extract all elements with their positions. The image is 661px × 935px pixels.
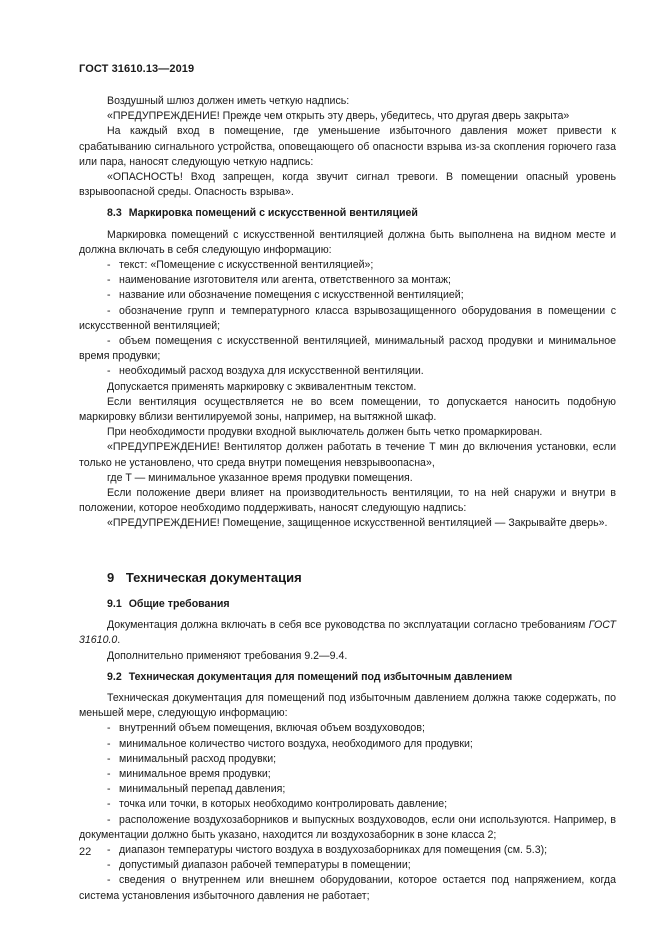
list-item-text: минимальное время продувки; [119,767,271,780]
subsection-title: Общие требования [128,597,230,610]
subsection-number: 8.3 [107,207,122,220]
list-item [79,767,616,782]
subsection-heading-9-1 [79,597,616,612]
dash-bullet: - [107,335,111,348]
list-item [79,334,616,364]
list-item-text: минимальный расход продувки; [119,752,277,765]
list-item-text: сведения о внутреннем или внешнем оборудовании, которое остается под напряжением, когда система установления избыточного давления не работает; [79,874,616,902]
paragraph [79,618,616,648]
dash-bullet: - [107,289,111,302]
list-item [79,752,616,767]
danger-text: «ОПАСНОСТЬ! Вход запрещен, когда звучит сигнал тревоги. В помещении опасный уровень взрывоопасной среды. Опасность взрыва». [79,171,616,199]
list-item [79,782,616,797]
paragraph: Воздушный шлюз должен иметь четкую надпись: [107,95,350,107]
paragraph: Техническая документация для помещений под избыточным давлением должна также содержать, по меньшей мере, следующую информацию: [79,691,616,720]
paragraph: где T — минимальное указанное время продувки помещения. [107,471,413,484]
list-item-text: минимальный перепад давления; [119,783,286,796]
paragraph: Если вентиляция осуществляется не во всем помещении, то допускается наносить подобную маркировку вблизи вентилируемой зоны, например, на вытяжной шкаф. [79,395,616,424]
list-item-text: внутренний объем помещения, включая объем воздуховодов; [119,722,425,735]
list-item [79,364,616,379]
list-item-text: наименование изготовителя или агента, ответственного за монтаж; [119,274,451,287]
dash-bullet: - [107,722,111,735]
list-item [79,288,616,303]
list-item-text: текст: «Помещение с искусственной вентиляцией»; [119,259,374,272]
dash-bullet: - [107,874,111,887]
dash-bullet: - [107,365,111,378]
paragraph: На каждый вход в помещение, где уменьшение избыточного давления может привести к срабатыванию сигнального устройства, оповещающего об опасности взрыва из-за скопления горючего газа или пара, наносят следующую четкую надпись: [79,125,616,168]
subsection-number: 9.2 [107,670,122,683]
section-heading-9 [79,570,616,585]
dash-bullet: - [107,843,111,856]
list-item-text: объем помещения с искусственной вентиляцией, минимальный расход продувки и минимальное время продувки; [79,335,616,363]
list-item-text: обозначение групп и температурного класса взрывозащищенного оборудования в помещении с искусственной вентиляцией; [79,304,616,332]
list-item [79,858,616,873]
list-item [79,737,616,752]
dash-bullet: - [107,752,111,765]
dash-bullet: - [107,737,111,750]
warning-text: «ПРЕДУПРЕЖДЕНИЕ! Прежде чем открыть эту дверь, убедитесь, что другая дверь закрыта» [107,110,570,123]
document-code-header: ГОСТ 31610.13—2019 [79,63,195,75]
subsection-title: Техническая документация для помещений под избыточным давлением [128,670,513,683]
list-item [79,258,616,273]
dash-bullet: - [107,767,111,780]
subsection-heading-9-2 [79,670,616,685]
dash-bullet: - [107,813,111,826]
list-item [79,273,616,288]
page-content [79,94,616,904]
dash-bullet: - [107,304,111,317]
list-item-text: допустимый диапазон рабочей температуры в помещении; [119,859,411,872]
list-item [79,304,616,334]
paragraph-text: Документация должна включать в себя все руководства по эксплуатации согласно требованиям [107,619,586,632]
paragraph: При необходимости продувки входной выключатель должен быть четко промаркирован. [107,426,543,439]
list-item [79,721,616,736]
subsection-number: 9.1 [107,597,122,610]
dash-bullet: - [107,798,111,811]
dash-bullet: - [107,259,111,272]
list-item [79,873,616,903]
section-number: 9 [107,569,115,585]
subsection-title: Маркировка помещений с искусственной вентиляцией [128,207,418,220]
page-number: 22 [79,846,92,858]
paragraph-text: . [117,634,121,647]
warning-text: «ПРЕДУПРЕЖДЕНИЕ! Помещение, защищенное искусственной вентиляцией — Закрывайте дверь». [107,517,608,530]
standard-reference: ГОСТ 31610.0 [79,619,616,647]
paragraph: Маркировка помещений с искусственной вентиляцией должна быть выполнена на видном месте и должна включать в себя следующую информацию: [79,228,616,256]
subsection-heading-8-3 [79,206,616,221]
list-item-text: минимальное количество чистого воздуха, необходимого для продувки; [119,737,473,750]
list-item [79,797,616,812]
list-item-text: название или обозначение помещения с искусственной вентиляцией; [119,289,464,302]
list-item-text: необходимый расход воздуха для искусственной вентиляции. [119,365,424,378]
paragraph: Если положение двери влияет на производительность вентиляции, то на ней снаружи и внутри в положении, которое необходимо поддерживать, наносят следующую надпись: [79,487,616,515]
list-item-text: диапазон температуры чистого воздуха в воздухозаборниках для помещения (см. 5.3); [119,843,548,856]
dash-bullet: - [107,859,111,872]
paragraph: Дополнительно применяют требования 9.2—9.4. [107,649,348,662]
dash-bullet: - [107,783,111,796]
list-item-text: точка или точки, в которых необходимо контролировать давление; [119,798,448,811]
warning-text: «ПРЕДУПРЕЖДЕНИЕ! Вентилятор должен работать в течение T мин до включения установки, если только не установлено, что среда внутри помещения невзрывоопасна», [79,441,616,469]
list-item [79,813,616,843]
dash-bullet: - [107,274,111,287]
paragraph: Допускается применять маркировку с эквивалентным текстом. [107,380,417,393]
list-item [79,843,616,858]
list-item-text: расположение воздухозаборников и выпускных воздуховодов, если они используются. Например, в документации должно быть указано, находится ли воздухозаборник в зоне класса 2; [79,813,616,841]
section-title: Техническая документация [125,569,302,585]
